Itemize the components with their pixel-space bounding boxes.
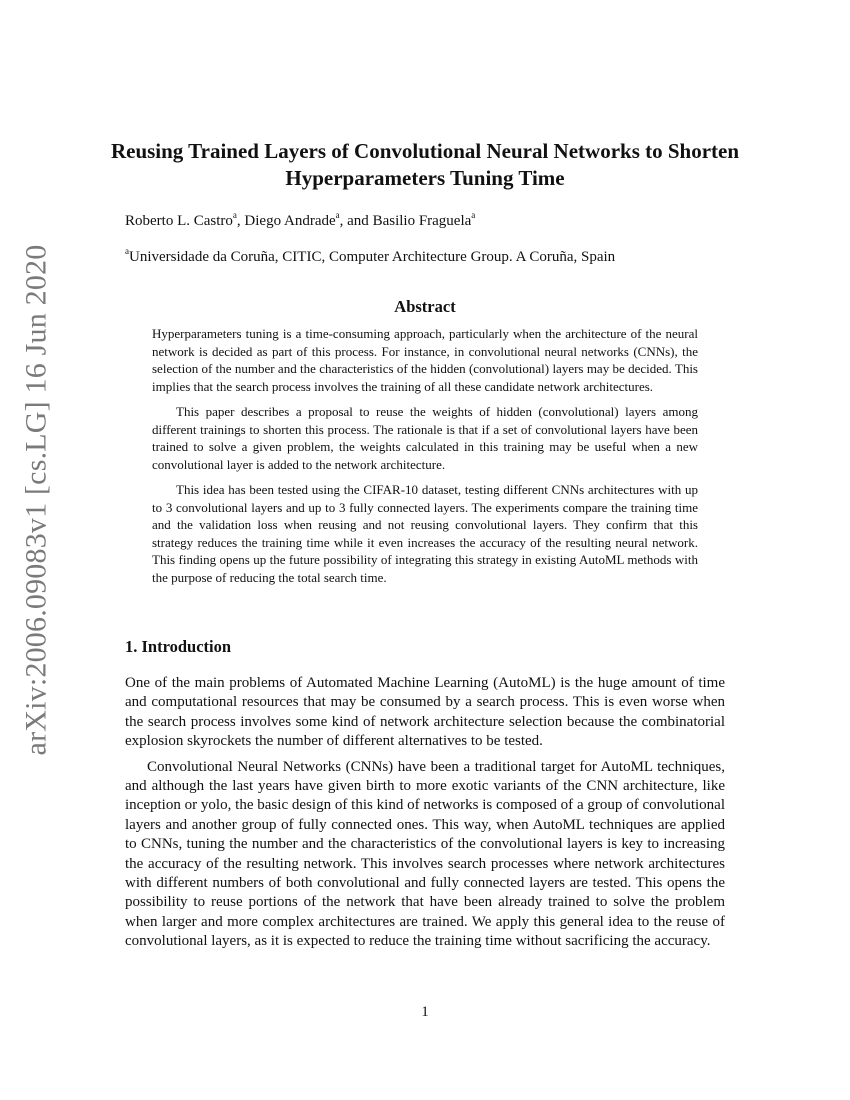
paper-title: Reusing Trained Layers of Convolutional Neural Networks to Shorten Hyperparameters Tuning Time bbox=[110, 139, 740, 190]
arxiv-identifier bbox=[18, 244, 54, 755]
abstract-paragraph: This idea has been tested using the CIFAR-10 dataset, testing different CNNs architectures with up to 3 convolutional layers and up to 3 fully connected layers. The experiments compare the training time and the validation loss when reusing and not reusing convolutional layers. They confirm that this strategy reduces the training time while it even increases the accuracy of the resulting neural network. This finding opens up the future possibility of integrating this strategy in existing AutoML methods with the purpose of reducing the total search time. bbox=[152, 482, 698, 585]
author-name: Diego Andrade bbox=[244, 213, 336, 229]
affiliation-mark: a bbox=[335, 210, 340, 220]
author-list bbox=[125, 210, 475, 230]
author-name: Roberto L. Castro bbox=[125, 213, 233, 229]
affiliation-mark: a bbox=[125, 246, 129, 256]
page-number: 1 bbox=[421, 1004, 429, 1020]
affiliation bbox=[125, 246, 615, 266]
author-name: Basilio Fraguela bbox=[372, 213, 472, 229]
affiliation-mark: a bbox=[471, 210, 476, 220]
abstract-body bbox=[152, 325, 698, 594]
introduction-body bbox=[125, 674, 725, 958]
abstract-heading: Abstract bbox=[394, 297, 456, 316]
abstract-paragraph: This paper describes a proposal to reuse the weights of hidden (convolutional) layers among different trainings to shorten this process. The rationale is that if a set of convolutional layers have been trained to solve a given problem, the weights calculated in this training may be useful when a new convolutional layer is added to the network architecture. bbox=[152, 404, 698, 472]
section-heading-introduction: 1. Introduction bbox=[125, 637, 232, 656]
body-paragraph: One of the main problems of Automated Machine Learning (AutoML) is the huge amount of time and computational resources that may be consumed by a search process. This is even worse when the search process involves some kind of network architecture selection because the combinatorial explosion skyrockets the number of different alternatives to be tested. bbox=[125, 675, 725, 750]
affiliation-mark: a bbox=[232, 210, 237, 220]
arxiv-identifier-text: arXiv:2006.09083v1 [cs.LG] 16 Jun 2020 bbox=[19, 244, 53, 755]
body-paragraph: Convolutional Neural Networks (CNNs) have been a traditional target for AutoML techniques, and although the last years have given birth to more exotic variants of the CNN architecture, like inception or yolo, the basic design of this kind of networks is composed of a group of convolutional layers and another group of fully connected ones. This way, when AutoML techniques are applied to CNNs, tuning the number and the characteristics of the convolutional layers is key to increasing the accuracy of the resulting network. This involves search processes where network architectures with different numbers of both convolutional and fully connected layers are tested. This opens the possibility to reuse portions of the network that have been already trained to solve the problem when larger and more complex architectures are trained. We apply this general idea to the reuse of convolutional layers, as it is expected to reduce the training time without sacrificing the accuracy. bbox=[125, 758, 725, 950]
abstract-paragraph: Hyperparameters tuning is a time-consuming approach, particularly when the architecture of the neural network is decided as part of this process. For instance, in convolutional neural networks (CNNs), the selection of the number and the characteristics of the hidden (convolutional) layers may be decided. This implies that the search process involves the training of all these candidate network architectures. bbox=[152, 326, 698, 394]
affiliation-text: Universidade da Coruña, CITIC, Computer Architecture Group. A Coruña, Spain bbox=[129, 249, 616, 265]
author-separator: , and bbox=[339, 213, 373, 229]
author-separator: , bbox=[236, 213, 245, 229]
